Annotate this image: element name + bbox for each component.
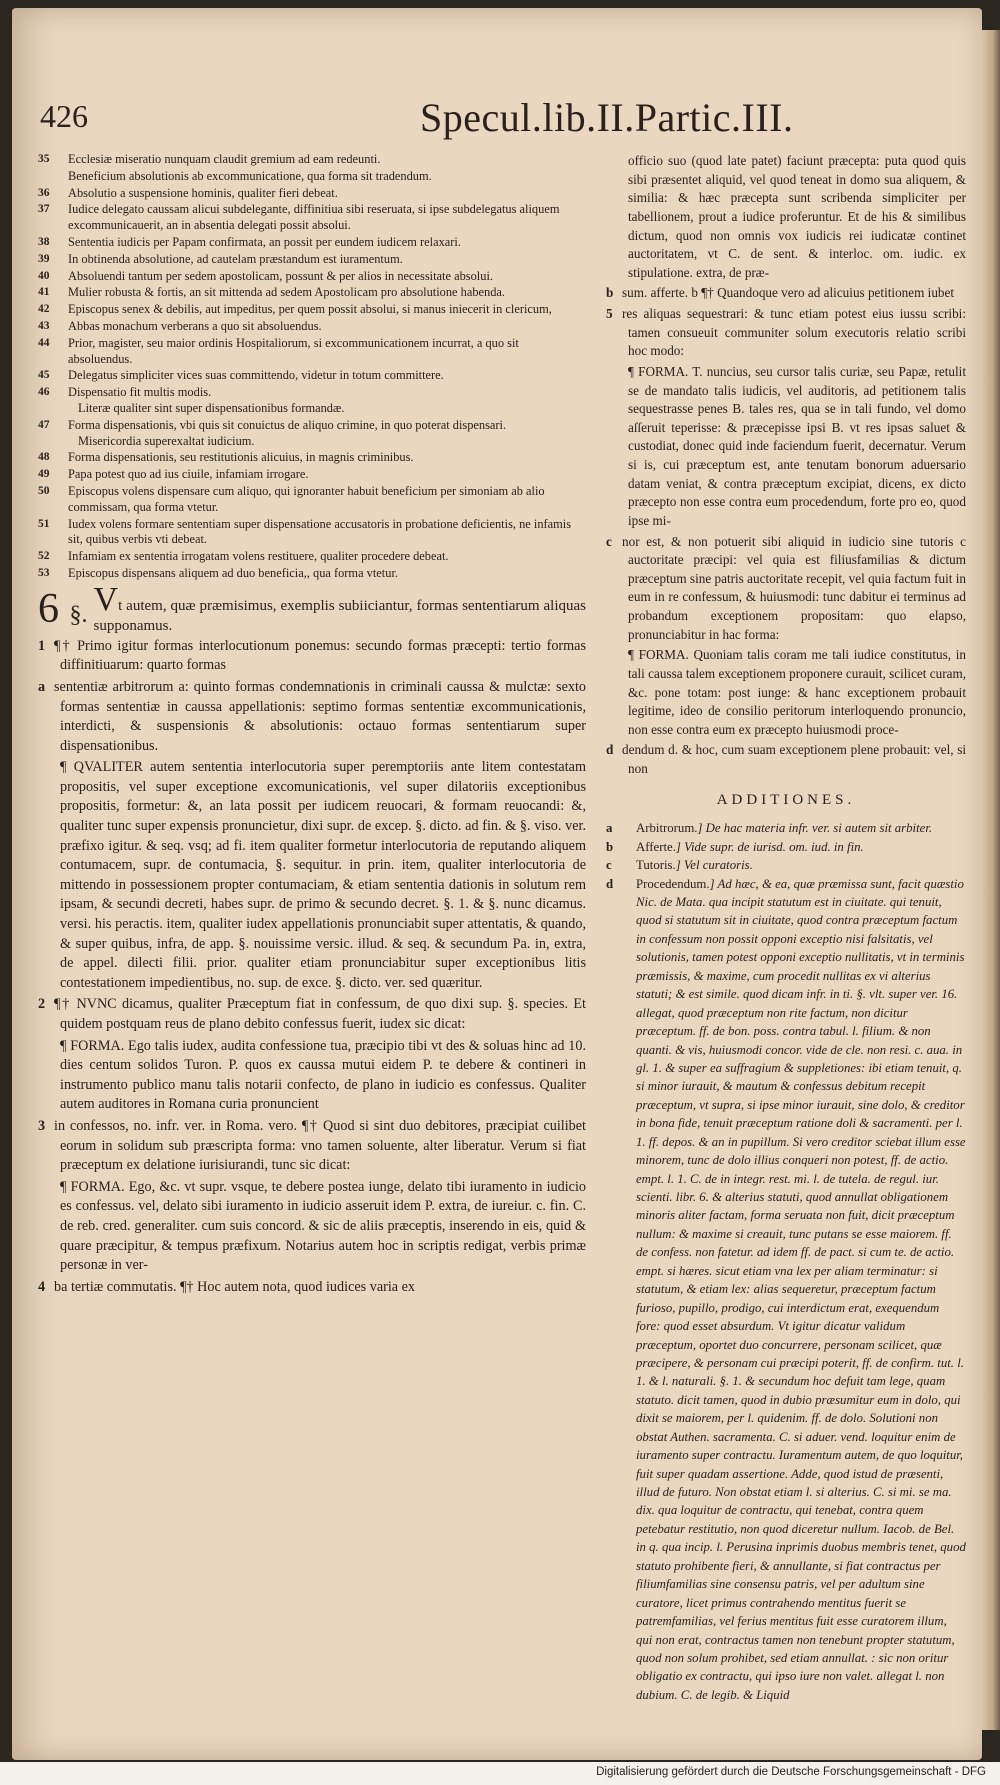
summary-number: 38	[38, 235, 50, 248]
summary-text: Iudice delegato caussam alicui subdelegante, diffinitiua sibi reseruata, si ipse subdelegatus aliquem excommunicauerit, an in absentia delegati possit absolui.	[68, 202, 560, 233]
right-column	[606, 152, 966, 1704]
body-paragraph	[606, 284, 966, 303]
summary-number: 49	[38, 468, 50, 481]
summary-item	[38, 202, 586, 234]
section-number: 6 §.	[38, 585, 88, 632]
additiones-heading: ADDITIONES.	[716, 791, 856, 808]
summary-number: 36	[38, 186, 50, 199]
summary-number: 35	[38, 153, 50, 165]
summary-text: Ecclesiæ miseratio nunquam claudit gremium ad eam redeunti.	[68, 152, 381, 166]
summary-text: Dispensatio fit multis modis.	[68, 385, 212, 400]
summary-item	[38, 252, 586, 268]
summary-item	[38, 450, 586, 466]
margin-marker: c	[606, 533, 612, 549]
summary-number: 43	[38, 319, 50, 332]
summary-text: In obtinenda absolutione, ad cautelam præstandum est iuramentum.	[68, 251, 403, 266]
body-paragraph	[60, 1037, 586, 1115]
body-paragraph	[628, 363, 966, 531]
left-column	[38, 152, 586, 1299]
summary-text: Absolutio a suspensione hominis, qualiter fieri debeat.	[68, 185, 338, 200]
summary-text: Forma dispensationis, seu restitutionis alicuius, in magnis criminibus.	[68, 450, 414, 465]
body-paragraph	[606, 533, 966, 645]
summary-item	[38, 368, 586, 384]
footer-bar	[0, 1762, 1000, 1785]
margin-marker: b	[606, 285, 614, 301]
paragraph-text: sententiæ arbitrorum a: quinto formas condemnationis in criminali caussa & mulctæ: sexto formas sententiæ in caussa appellationis: septimo formas sententiæ excommunicationis, interdicti, & suspensionis & absolutionis: octauo formas sententiarum super dispensationibus.	[54, 678, 586, 754]
summary-number: 37	[38, 203, 50, 216]
additio-letter: a	[606, 821, 613, 836]
additio-text: ] Ad hæc, & ea, quæ præmissa sunt, facit quæstio Nic. de Mata. qua incipit statutum est in ciuitate. qui tenuit, quod si statutum sit in ciuitate, quod contra præceptum factum in confessum non possit opponi exceptio nisi falsitatis, vel solutionis, tamen potest opponi exceptio nullitatis, vt in terminis præmissis, & maxime, cum procedit nullitas ex vi alterius statuti; & est simile. quod dicam infr. in ti. §. vlt. super ver. 16. allegat, quod præceptum non rite factum, non dicitur præceptum. ff. de bon. poss. contra tabul. l. filium. & non quanti. & vis, huiusmodi concor. vide de cle. non resi. c. aua. in gl. 1. & super ea suffragium & suppletiones: ibi etiam tenuit, q. si minor iurauit, & mautum & confessus debitum recepit præceptum, vt supra, si ipse minor iurauit, sine dolo, & creditor in bona fide, tenuit præceptum ratione doli & sacramenti. per l. 1. ff. depos. & an in pupillum. Si vero creditor sciebat illum esse minorem, tunc de dolo illius conqueri non potest, ff. de actio. empt. l. 1. C. de in integr. rest. mi. l. de tutela. de regul. iur. scienti. libr. 6. & alterius statuti, quod annullat obligationem minoris aliter factam, forma seruata non fuit, dicit præceptum nullum: & maxime si creauit, tunc putans se esse maiorem. ff. de confess. non fatetur. ad idem ff. de pact. si cum te. de actio. empt. si hæres. sicut etiam vna lex per aliam terminatur: si statutum, & etiam lex: alias sequeretur, præceptum factum furioso, pupillo, prodigo, cui interdictum erat, exequendum fore: quod esset absurdum. Vt igitur dicatur validum præceptum, oportet duo concurrere, personam scilicet, quæ præcipere, & personam cui præcipi poterit, ff. de confirm. tut. l. 1. & l. naturali. §. 1. & secundum hoc defuit tam lege, quam statuto. dicit tamen, quod in dubio præsumitur eum in dolo, qui dixit se maiorem, per l. quidenim. ff. de dolo. Solutioni non obstat Authen. sacramenta. C. si aduer. vend. loquitur enim de iuramento super contractu. Iuramentum autem, de quo loquitur, fuit super quadam assertione. Adde, quod istud de præsenti, illud de futuro. Non obstat etiam l. si alterius. C. si mi. se ma. dix. qua loquitur de contractu, qui tenebat, contra quem petebatur restitutio, non quod diceretur nullum. Iacob. de Bel. in q. qua incip. l. Perusina inprimis duobus membris tenet, quod statuto prohibente fieri, & annullante, si fiat contractus per filiumfamilias sine consensu patris, vel per adultum sine curatore, licet primus contrahendo mentitus fuerit se patremfamilias, vel ferius mentitus fuit esse curatorem illum, qui non erat, contractus tamen non tenebunt propter statutum, quod non solum prohibet, sed etiam annullat. : sic non oritur obligatio ex contractu, qui ipso iure non valet. allegat l. non dubium. C. de legib. & Liquid	[636, 876, 966, 1702]
body-paragraph	[606, 305, 966, 361]
summary-item	[38, 169, 586, 185]
paragraph-text: dendum d. & hoc, cum suam exceptionem plene probauit: vel, si non	[622, 742, 966, 776]
summary-number: 39	[38, 252, 50, 265]
summary-number: 41	[38, 286, 50, 299]
summary-number: 40	[38, 269, 50, 282]
summary-number: 51	[38, 517, 50, 530]
additio-lemma: Arbitrorum.	[636, 821, 698, 836]
summary-item	[38, 418, 586, 450]
summary-text: Mulier robusta & fortis, an sit mittenda ad sedem Apostolicam pro absolutione habenda.	[68, 285, 506, 300]
book-fore-edge	[982, 30, 1000, 1730]
body-paragraph	[38, 678, 586, 756]
margin-marker: 3	[38, 1117, 46, 1134]
body-paragraph	[38, 995, 586, 1034]
summary-text: Iudex volens formare sententiam super dispensatione accusatoris in probatione deficientis, ne infamis sit, quibus verbis vti debeat.	[68, 516, 572, 547]
summary-number: 46	[38, 386, 50, 399]
summary-subtext: Misericordia superexaltat iudicium.	[78, 433, 255, 448]
summary-number: 45	[38, 369, 50, 382]
left-body	[38, 637, 586, 1298]
body-paragraph	[606, 741, 966, 778]
summary-item	[38, 484, 586, 516]
additio-letter: b	[606, 839, 614, 854]
body-paragraph	[60, 1178, 586, 1276]
summary-number: 50	[38, 484, 50, 497]
summary-item	[38, 549, 586, 565]
summary-text: Papa potest quo ad ius ciuile, infamiam irrogare.	[68, 467, 309, 482]
summary-text: Absoluendi tantum per sedem apostolicam, possunt & per alios in necessitate absolui.	[68, 268, 493, 283]
additio-entry	[606, 856, 966, 874]
summary-item	[38, 467, 586, 483]
additio-text: ] Vel curatoris.	[675, 858, 753, 873]
summary-text: Episcopus dispensans aliquem ad duo beneficia,, qua forma vtetur.	[68, 565, 398, 580]
section-six	[38, 580, 586, 637]
paragraph-text: nor est, & non potuerit sibi aliquid in iudicio sine tutoris c auctoritate præcipi: vel quia est filiusfamilias & dictum præceptum sine patris auctoritate recepit, vel quia factum fuit in eum in re confessum, & huiusmodi: tunc dabitur ei terminus ad probandum exceptionem propositam: quo elapso, pronunciabitur in hac forma:	[622, 533, 966, 642]
summary-number: 44	[38, 336, 50, 349]
summary-text: Beneficium absolutionis ab excommunicatione, qua forma sit tradendum.	[68, 168, 432, 183]
summary-item	[38, 336, 586, 368]
summary-item	[38, 285, 586, 301]
body-paragraph	[38, 1278, 586, 1298]
margin-marker: 1	[38, 637, 46, 654]
margin-marker: 5	[606, 306, 613, 321]
section-opening: t autem, quæ præmisimus, exemplis subiiciantur, formas sententiarum aliquas supponamus.	[93, 597, 586, 635]
paragraph-text: ¶ FORMA. T. nuncius, seu cursor talis curiæ, seu Papæ, retulit se de mandato talis iudicis, vel auditoris, ad petitionem talis sequestrasse penes B. tales res, qua se in tali fundo, vel domo aſſeruit teperisse: & præcepisse ipsi B. vt res ipsas saluet & custodiat, donec quid inde faciendum fuerit, decernatur. Verum si is, cui præceptum est, ante tenutam bonorum aduersario datam veniat, & contra præceptum excipiat, dicens, ex dicto præcepto non esse contra eum procedendum, forte pro eo, quod ipse mi-	[628, 363, 966, 528]
paragraph-text: sum. afferte. b ¶† Quandoque vero ad alicuius petitionem iubet	[622, 285, 955, 301]
summary-item	[38, 517, 586, 549]
body-paragraph	[38, 1117, 586, 1176]
summary-number: 42	[38, 303, 50, 316]
body-paragraph	[628, 646, 966, 739]
additio-letter: d	[606, 876, 614, 891]
additio-text: ] De hac materia infr. ver. si autem sit arbiter.	[697, 821, 933, 836]
body-paragraph	[60, 758, 586, 993]
additiones-list	[606, 819, 966, 1704]
summary-number: 53	[38, 566, 50, 579]
running-title: Specul.lib.II.Partic.III.	[420, 95, 794, 140]
summary-text: Infamiam ex sententia irrogatam volens restituere, qualiter procedere debeat.	[68, 549, 449, 564]
margin-marker: d	[606, 742, 614, 758]
additio-lemma: Procedendum.	[636, 876, 710, 891]
page-number: 426	[40, 98, 88, 134]
paragraph-text: ¶† NVNC dicamus, qualiter Præceptum fiat in confessum, de quo dixi sup. §. species. Et quidem postquam reus de plano debito confessus fuerit, iudex sic dicat:	[54, 996, 586, 1032]
additio-entry	[606, 875, 966, 1705]
summary-item	[38, 385, 586, 417]
summary-text: Delegatus simpliciter vices suas committendo, videtur in totum committere.	[68, 368, 444, 383]
margin-marker: 2	[38, 996, 46, 1013]
dfg-credit: Digitalisierung gefördert durch die Deutsche Forschungsgemeinschaft - DFG	[596, 1766, 986, 1778]
summary-number: 48	[38, 451, 50, 464]
summary-item	[38, 302, 586, 318]
additio-entry	[606, 838, 966, 856]
additio-lemma: Afferte.	[636, 839, 676, 854]
margin-marker: a	[38, 678, 46, 695]
summary-text: Prior, magister, seu maior ordinis Hospitaliorum, si excommunicationem incurrat, a quo sit absoluendus.	[68, 335, 519, 366]
summary-number: 52	[38, 550, 50, 563]
summary-text: Forma dispensationis, vbi quis sit conuictus de aliquo crimine, in quo poterat dispensari.	[68, 417, 507, 432]
summary-item	[38, 186, 586, 202]
paragraph-text: ¶† Primo igitur formas interlocutionum ponemus: secundo formas præcepti: tertio formas diffinitiuarum: quarto formas	[54, 637, 586, 674]
drop-letter: V	[93, 580, 119, 618]
summary-item	[38, 152, 586, 168]
summary-item	[38, 566, 586, 582]
summary-text: Abbas monachum verberans a quo sit absoluendus.	[68, 318, 322, 333]
page-header	[40, 95, 960, 148]
additio-letter: c	[606, 858, 612, 873]
paragraph-text: ¶ FORMA. Ego, &c. vt supr. vsque, te debere postea iunge, delato tibi iuramento in iudicio es confessus. vel, delato sibi iuramento in iudicio asseruit idem P. extra, de iureiur. c. fin. C. de reb. cred. generaliter. cum suis concord. & sic de aliis præceptis, inserendo in eis, quid & quare præcipitur, & tempus præfixum. Notarius autem hoc in scriptis redigat, verbis primæ personæ in ver-	[60, 1178, 586, 1274]
paragraph-text: officio suo (quod late patet) faciunt præcepta: puta quod quis sibi præsentet aliquid, vel quod teneat in domo sua aliquem, & similia: & hæc præcepta sunt scribenda simpliciter per tabellionem, prout a iudice proferuntur. Et de his & similibus dictum, quod non omnis vox iudicis rei iudicatæ continet auctoritatem, vt C. de sent. & interloc. om. iudic. ex stipulatione. extra, de præ-	[628, 153, 966, 280]
paragraph-text: ¶ FORMA. Quoniam talis coram me tali iudice constitutus, in tali caussa talem exceptionem proponere curauit, scilicet curam, &c. pone totam: post iunge: & hanc exceptionem probauit legitime, ideo de consilio peritorum interloquendo pronuncio, non esse contra eum ex præcepto huiusmodi proce-	[628, 647, 966, 737]
summary-text: Sententia iudicis per Papam confirmata, an possit per eundem iudicem relaxari.	[68, 234, 461, 249]
paragraph-text: res aliquas sequestrari: & tunc etiam potest eius iussu scribi: tamen consueuit communiter solum executoris relatio scribi hoc modo:	[622, 306, 966, 359]
summary-text: Episcopus senex & debilis, aut impeditus, per quem possit absolui, si manus iniecerit in clericum,	[68, 302, 552, 317]
additio-lemma: Tutoris.	[636, 858, 676, 873]
additio-entry	[606, 819, 966, 837]
body-paragraph	[628, 152, 966, 282]
summary-item	[38, 269, 586, 285]
paragraph-text: ¶ FORMA. Ego talis iudex, audita confessione tua, præcipio tibi vt des & soluas hinc ad 10. dies centum solidos Turon. P. quos ex caussa mutui eidem P. te debere & contineri in instrumento publico manu talis notarii confecto, de plano in iudicio es confessus. Qualiter autem auditores in Romana curia pronuncient	[60, 1037, 586, 1113]
paragraph-text: ¶ QVALITER autem sententia interlocutoria super peremptoriis ante litem contestatam propositis, vel super exceptione excomunicationis, vel super dilatoriis exceptionibus propositis, formetur: &, an lata possit per iudicem reuocari, & formam reuocandi: &, qualiter tunc super expensis pronuncietur, dixi supr. de excep. §. dicto. ad fin. & §. viso. ver. præfixo igitur. & seq. vsq; ad fi. item qualiter formetur interlocutoria de reputando aliquem contumacem, supr. de contumacia, §. sequitur. in prin. item, qualiter interlocutoria de mittendo in possessionem propter contumaciam, & etiam sententia dationis in solutum rem ipsam, & secundi decreti, habes supr. de primo & secundo decret. §. 1. & §. nunc dicamus. versi. his peractis. item, qualiter iudex appellationis pronunciabit super attentatis, & quando, & super quibus, infra, de app. §. nouissime versic. illud. & seq. & secundum Pa. in, extra, de appel. dilecti filii. prior. qualiter etiam pronunciabitur super exceptionibus litis contestationem impedientibus, no. sup. de exce. §. dicto. ver. sed quæritur.	[60, 759, 586, 991]
margin-marker: 4	[38, 1278, 46, 1295]
summary-number: 47	[38, 418, 50, 431]
body-paragraph	[38, 637, 586, 676]
summary-subtext: Literæ qualiter sint super dispensationibus formandæ.	[78, 400, 345, 415]
additio-text: ] Vide supr. de iurisd. om. iud. in fin.	[675, 839, 864, 854]
summary-list	[38, 152, 586, 582]
summary-item	[38, 319, 586, 335]
summary-item	[38, 235, 586, 251]
paragraph-text: ba tertiæ commutatis. ¶† Hoc autem nota, quod iudices varia ex	[54, 1278, 416, 1295]
paragraph-text: in confessos, no. infr. ver. in Roma. vero. ¶† Quod si sint duo debitores, præcipiat cuilibet eorum in solidum sub præscripta forma: vno tamen soluente, alter liberatur. Verum si fiat præceptum ex delatione iurisiurandi, tunc sic dicat:	[54, 1117, 586, 1174]
summary-text: Episcopus volens dispensare cum aliquo, qui ignoranter habuit beneficium per simoniam ab alio commissam, qua forma vtetur.	[68, 483, 545, 514]
right-body	[606, 152, 966, 779]
